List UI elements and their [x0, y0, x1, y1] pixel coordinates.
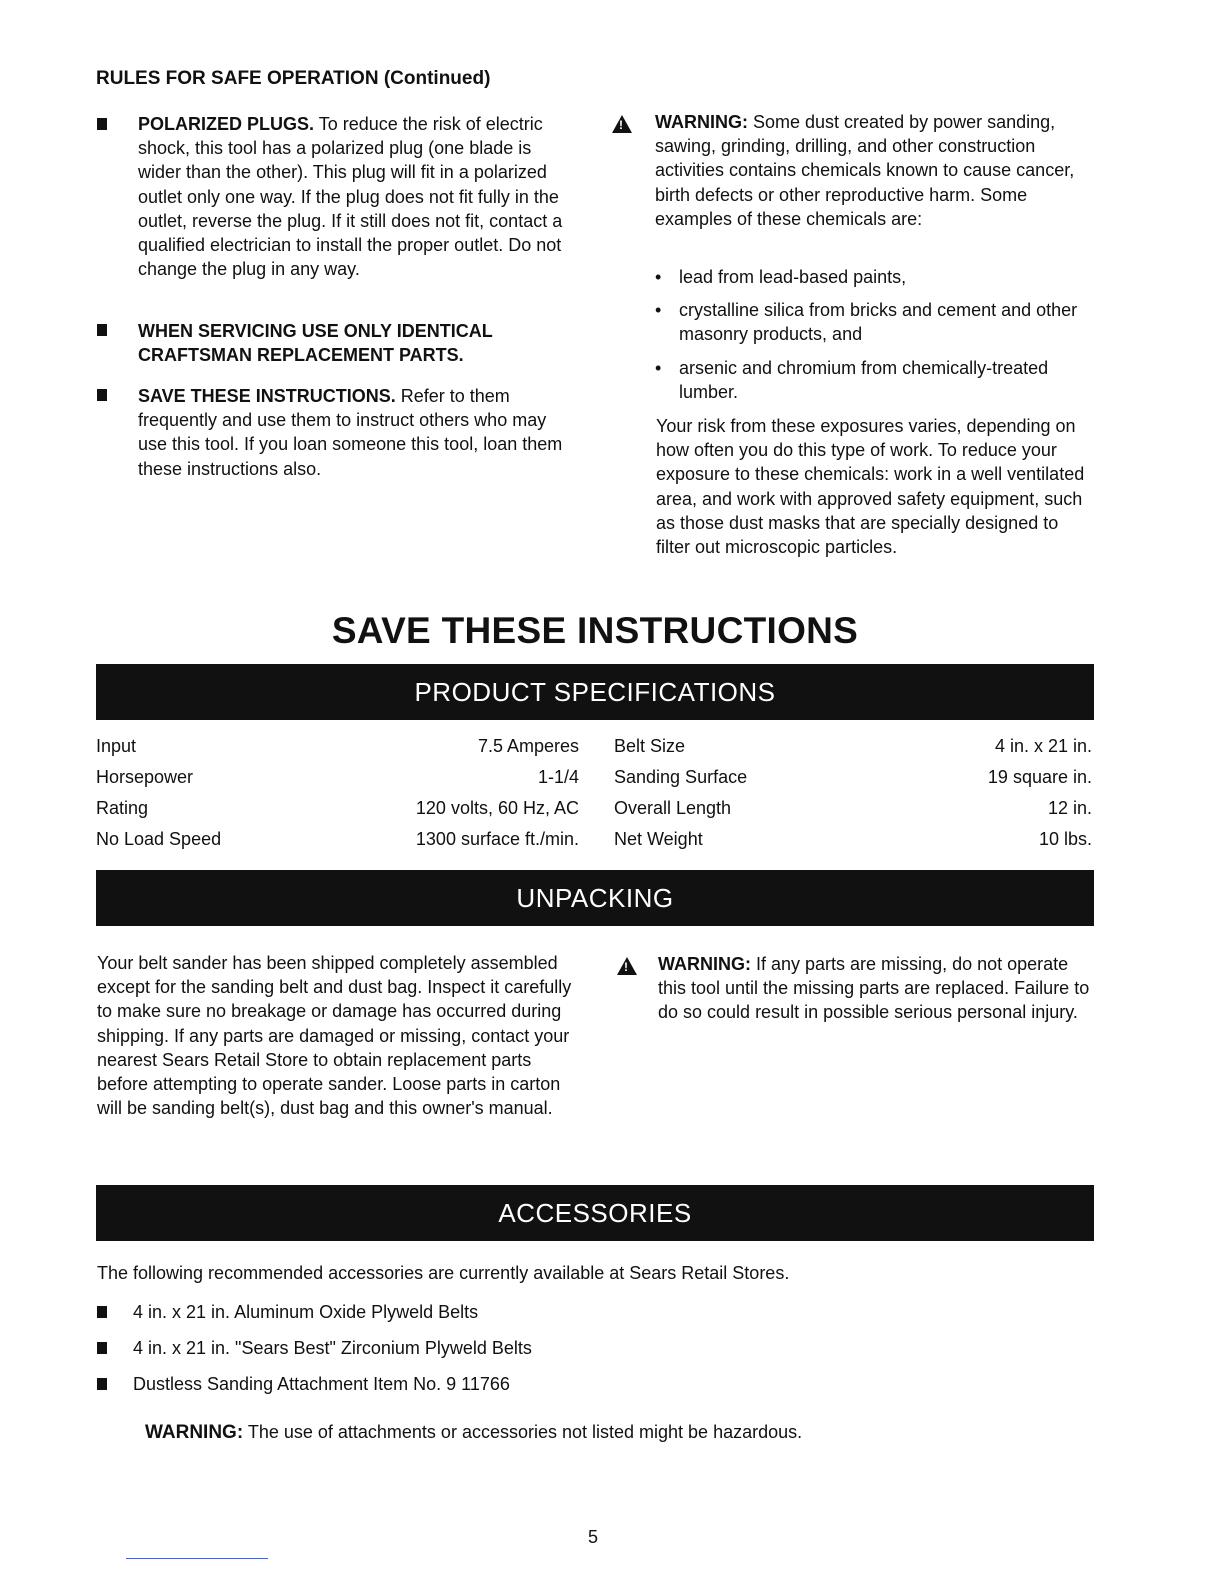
spec-value: 4 in. x 21 in.: [994, 736, 1092, 756]
warning-triangle-icon: !: [617, 957, 637, 975]
square-bullet-icon: [97, 1342, 107, 1354]
spec-value: 120 volts, 60 Hz, AC: [415, 798, 579, 818]
bullet-dot-icon: •: [655, 267, 662, 287]
warning-label: WARNING:: [145, 1422, 244, 1443]
rule-save-instructions: [138, 384, 568, 481]
accessories-bar: ACCESSORIES: [96, 1185, 1094, 1241]
unpacking-warning: [658, 952, 1094, 1025]
spec-value: 10 lbs.: [1038, 829, 1092, 849]
square-bullet-icon: [97, 1306, 107, 1318]
unpacking-text: Your belt sander has been shipped completely assembled except for the sanding belt and dust bag. Inspect it carefully to make sure no breakage or damage has occurred during shipping. If any parts are damaged or missing, contact your nearest Sears Retail Store to obtain replacement parts before attempting to operate sander. Loose parts in carton will be sanding belt(s), dust bag and this owner's manual.: [97, 953, 572, 1119]
spec-row: [96, 765, 579, 789]
spec-row: [614, 827, 1092, 851]
bullet-dot-icon: •: [655, 300, 662, 320]
spec-row: [614, 796, 1092, 820]
spec-label: Overall Length: [614, 798, 732, 818]
warning-text: The use of attachments or accessories not listed might be hazardous.: [243, 1422, 803, 1442]
warning-text: Some dust created by power sanding, sawing, grinding, drilling, and other construction activities contains chemicals known to cause cancer, birth defects or other reproductive harm. Some examples of these chemicals are:: [655, 112, 1075, 229]
section-heading: RULES FOR SAFE OPERATION (Continued): [96, 68, 491, 89]
spec-value: 1300 surface ft./min.: [415, 829, 579, 849]
bullet-dot-icon: •: [655, 358, 662, 378]
specifications-bar: PRODUCT SPECIFICATIONS: [96, 664, 1094, 720]
rule-lead: WHEN SERVICING USE ONLY IDENTICAL CRAFTSMAN REPLACEMENT PARTS.: [138, 321, 493, 366]
spec-row: [96, 734, 579, 758]
spec-value: 7.5 Amperes: [477, 736, 579, 756]
warning-text: If any parts are missing, do not operate this tool until the missing parts are replaced. Failure to do so could result in possible serious personal injury.: [658, 954, 1090, 1023]
rule-servicing: [138, 319, 558, 367]
accessories-intro: The following recommended accessories are currently available at Sears Retail Stores.: [97, 1263, 790, 1283]
square-bullet-icon: [97, 118, 107, 130]
warning-label: WARNING:: [655, 112, 748, 132]
square-bullet-icon: [97, 324, 107, 336]
rule-polarized-plugs: [138, 112, 578, 281]
accessory-item: 4 in. x 21 in. "Sears Best" Zirconium Plyweld Belts: [133, 1338, 532, 1358]
spec-value: 1-1/4: [537, 767, 579, 787]
page-number: 5: [588, 1527, 599, 1547]
spec-label: Horsepower: [96, 767, 194, 787]
spec-row: [614, 734, 1092, 758]
spec-value: 19 square in.: [987, 767, 1092, 787]
spec-label: No Load Speed: [96, 829, 222, 849]
dust-warning-outro: Your risk from these exposures varies, depending on how often you do this type of work. To reduce your exposure to these chemicals: work in a well ventilated area, and work with approved safety equipment, such as those dust masks that are specially designed to filter out microscopic particles.: [656, 416, 1085, 558]
spec-row: [96, 796, 579, 820]
spec-row: [614, 765, 1092, 789]
spec-value: 12 in.: [1047, 798, 1092, 818]
spec-label: Net Weight: [614, 829, 703, 849]
spec-label: Belt Size: [614, 736, 686, 756]
dust-warning-intro: [655, 110, 1085, 231]
spec-label: Rating: [96, 798, 149, 818]
square-bullet-icon: [97, 389, 107, 401]
spec-label: Input: [96, 736, 137, 756]
save-instructions-heading: SAVE THESE INSTRUCTIONS: [331, 610, 859, 651]
accessory-item: Dustless Sanding Attachment Item No. 9 11766: [133, 1374, 510, 1394]
spec-label: Sanding Surface: [614, 767, 748, 787]
accessories-warning: [145, 1420, 1095, 1445]
rule-lead: POLARIZED PLUGS.: [138, 114, 315, 134]
square-bullet-icon: [97, 1378, 107, 1390]
rule-lead: SAVE THESE INSTRUCTIONS.: [138, 386, 396, 406]
rule-text: Refer to them frequently and use them to instruct others who may use this tool. If you loan someone this tool, loan them these instructions also.: [138, 386, 563, 479]
unpacking-bar: UNPACKING: [96, 870, 1094, 926]
footer-rule: [126, 1558, 268, 1559]
warning-label: WARNING:: [658, 954, 751, 974]
rule-text: To reduce the risk of electric shock, this tool has a polarized plug (one blade is wider than the other). This plug will fit in a polarized outlet only one way. If the plug does not fit fully in the outlet, reverse the plug. If it still does not fit, contact a qualified electrician to install the proper outlet. Do not change the plug in any way.: [138, 114, 563, 280]
spec-row: [96, 827, 579, 851]
accessory-item: 4 in. x 21 in. Aluminum Oxide Plyweld Belts: [133, 1302, 479, 1322]
warning-triangle-icon: !: [612, 115, 632, 133]
